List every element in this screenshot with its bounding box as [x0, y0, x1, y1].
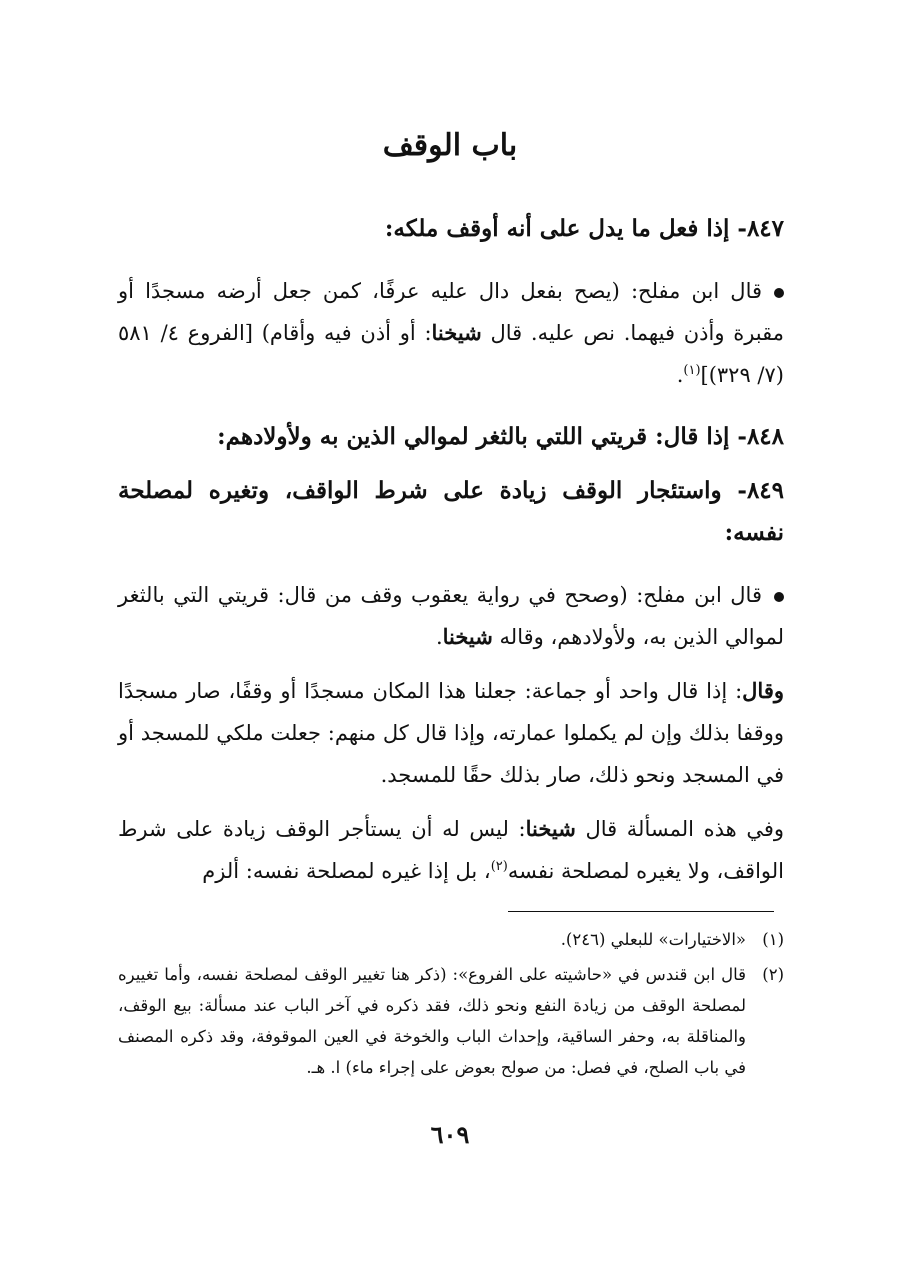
footnote-2: [118, 959, 784, 1083]
paragraph-end: .: [676, 363, 684, 387]
main-text: [118, 208, 784, 892]
section-heading-849: ٨٤٩- واستئجار الوقف زيادة على شرط الواقف، وتغيره لمصلحة نفسه:: [118, 477, 784, 546]
shaykh-term: شيخنا: [431, 320, 482, 345]
paragraph-text: قال ابن مفلح: (وصحح في رواية يعقوب وقف من قال: قريتي التي بالثغر لموالي الذين به، ولأولادهم، وقاله: [118, 583, 784, 649]
paragraph-text: قال ابن مفلح: (يصح بفعل دال عليه عرفًا، كمن جعل أرضه مسجدًا أو مقبرة وأذن فيهما. نص عليه. قال: [118, 279, 784, 345]
footnote-number: (١): [762, 930, 784, 949]
footnote-ref-1[interactable]: (١): [683, 363, 701, 378]
paragraph-lead: وقال: [742, 678, 784, 703]
footnotes: [118, 924, 784, 1087]
footnote-divider: [508, 911, 774, 912]
footnote-1: [118, 924, 784, 955]
page-number: ٦٠٩: [430, 1120, 470, 1149]
chapter-title: باب الوقف: [382, 128, 518, 163]
paragraph-text: : إذا قال واحد أو جماعة: جعلنا هذا المكان مسجدًا أو وقفًا، صار مسجدًا ووقفا بذلك وإن لم يكملوا عمارته، وإذا قال كل منهم: جعلت ملكي للمسجد أو في المسجد ونحو ذلك، صار بذلك حقًا للمسجد.: [118, 679, 784, 787]
section-heading-848: ٨٤٨- إذا قال: قريتي اللتي بالثغر لموالي الذين به ولأولادهم:: [217, 423, 784, 450]
footnote-text: «الاختيارات» للبعلي (٢٤٦).: [560, 930, 746, 949]
footnote-ref-2[interactable]: (٢): [490, 859, 508, 874]
paragraph-847-ibn-muflih: [118, 270, 784, 396]
paragraph-849-mosque: [118, 670, 784, 796]
paragraph-text: ، بل إذا غيره لمصلحة نفسه: ألزم: [202, 859, 491, 883]
paragraph-849-ibn-muflih: [118, 574, 784, 658]
bullet-icon: [774, 288, 784, 298]
paragraph-text: : ليس له أن يستأجر الوقف زيادة على شرط الواقف، ولا يغيره لمصلحة نفسه: [118, 817, 784, 883]
paragraph-849-shaykh: [118, 808, 784, 892]
paragraph-text: : أو أذن فيه وأقام) [الفروع ٤/ ٥٨١ (٧/ ٣٢٩)]: [118, 321, 784, 387]
paragraph-text: وفي هذه المسألة قال: [575, 817, 785, 841]
shaykh-term: شيخنا: [525, 816, 576, 841]
section-heading-847: ٨٤٧- إذا فعل ما يدل على أنه أوقف ملكه:: [384, 215, 784, 242]
footnote-text: قال ابن قندس في «حاشيته على الفروع»: (ذكر هنا تغيير الوقف لمصلحة نفسه، وأما تغييره لمصلحة الوقف من زيادة النفع ونحو ذلك، فقد ذكره في آخر الباب عند مسألة: بيع الوقف، والمناقلة به، وحفر الساقية، وإحداث الباب والخوخة في العين الموقوفة، وقد ذكره المصنف في باب الصلح، في فصل: من صولح بعوض على إجراء ماء) ا. هـ.: [118, 965, 746, 1077]
paragraph-end: .: [435, 625, 443, 649]
bullet-icon: [774, 592, 784, 602]
footnote-number: (٢): [762, 965, 784, 984]
shaykh-term: شيخنا: [442, 624, 493, 649]
